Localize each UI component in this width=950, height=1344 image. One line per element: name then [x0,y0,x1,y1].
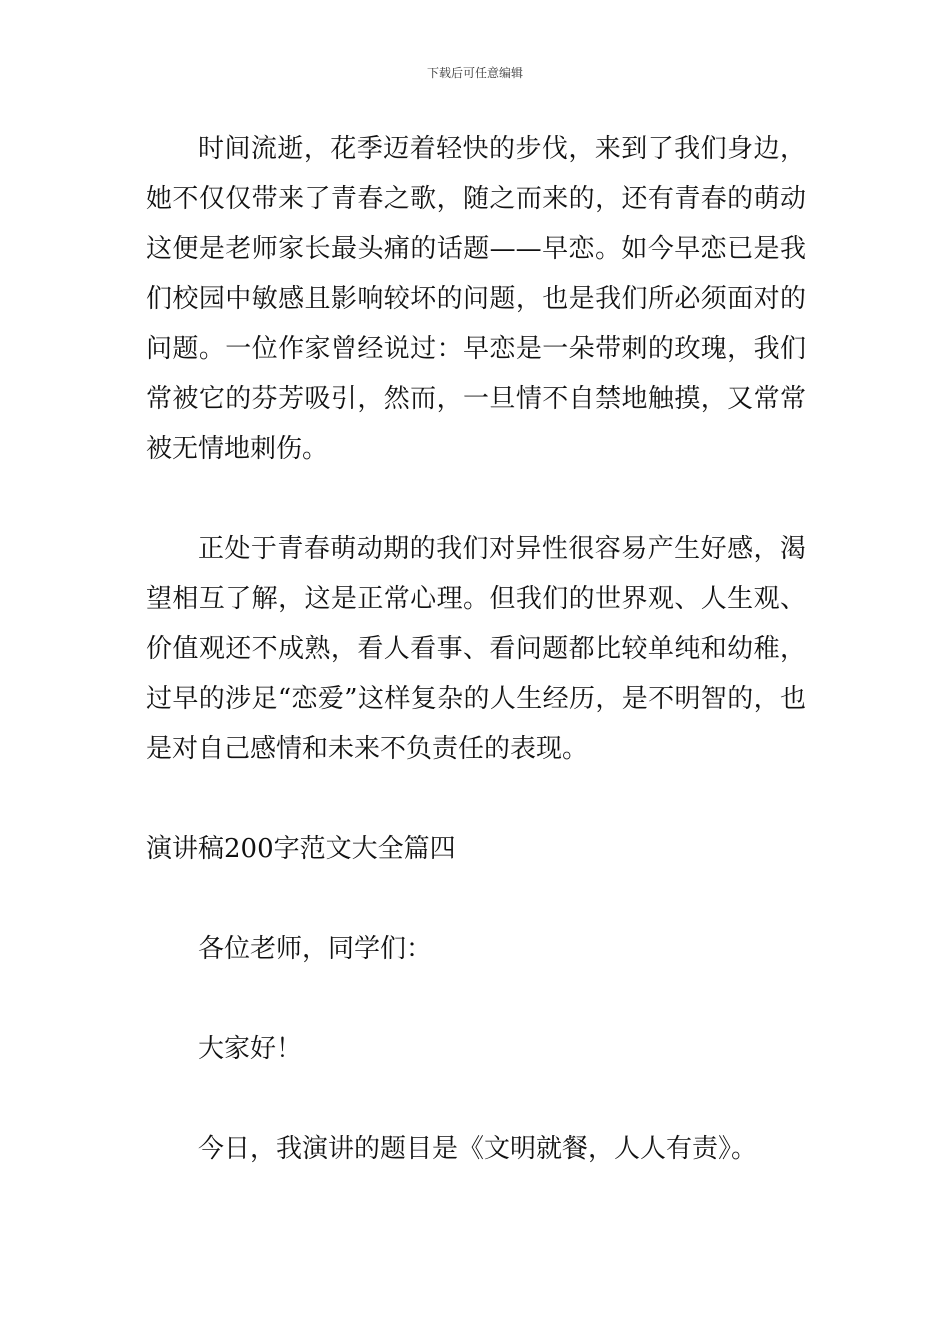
paragraph-adolescence: 正处于青春萌动期的我们对异性很容易产生好感，渴望相互了解，这是正常心理。但我们的世界观、人生观、价值观还不成熟，看人看事、看问题都比较单纯和幼稚，过早的涉足“恋爱”这样复杂的人生经历，是不明智的，也是对自己感情和未来不负责任的表现。 [146,534,806,764]
page-header: 下载后可任意编辑 [426,66,523,80]
section-heading: 演讲稿200字范文大全篇四 [146,834,456,864]
topic-line: 今日，我演讲的题目是《文明就餐，人人有责》。 [198,1134,758,1164]
paragraph-early-love-intro: 时间流逝，花季迈着轻快的步伐，来到了我们身边，她不仅仅带来了青春之歌，随之而来的，还有青春的萌动这便是老师家长最头痛的话题——早恋。如今早恋已是我们校园中敏感且影响较坏的问题，也是我们所必须面对的问题。一位作家曾经说过：早恋是一朵带刺的玫瑰，我们常被它的芬芳吸引，然而，一旦情不自禁地触摸，又常常被无情地刺伤。 [146,134,806,464]
hello-line: 大家好！ [198,1034,303,1064]
greeting-line: 各位老师，同学们： [198,934,433,964]
